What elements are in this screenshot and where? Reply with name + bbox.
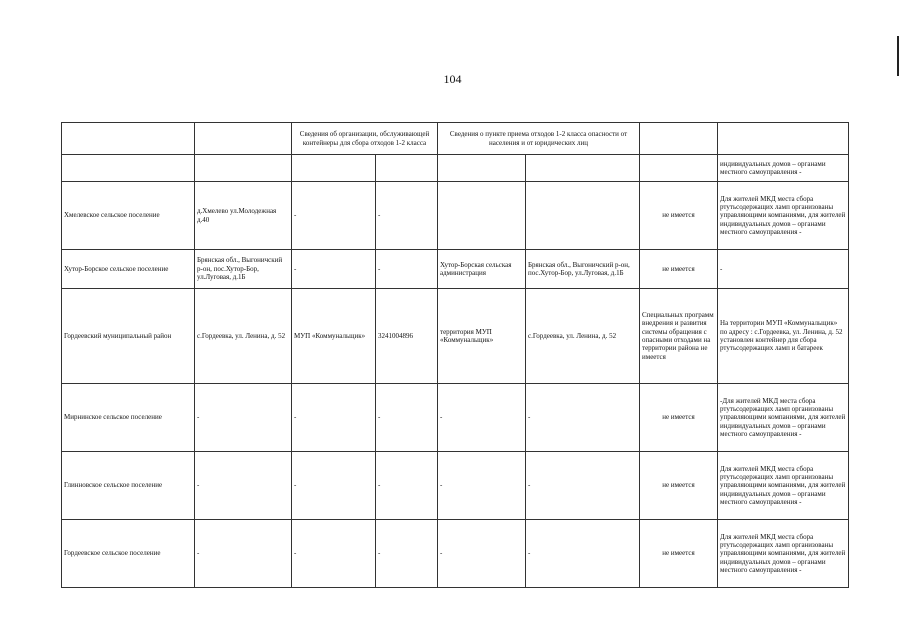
header-point-group: Сведения о пункте приема отходов 1-2 класса опасности от населения и от юридических лиц <box>438 123 640 155</box>
header-cell-address <box>195 123 292 155</box>
settlement-cell: Хмелевское сельское поселение <box>62 182 195 250</box>
scan-edge-mark <box>897 36 899 76</box>
address-cell: д.Хмелево ул.Молодежная д.40 <box>195 182 292 250</box>
notes-cell: На территории МУП «Коммунальщик» по адресу : с.Гордеевка, ул. Ленина, д. 52 установлен контейнер для сбора ртутьсодержащих ламп и батареек <box>718 289 849 384</box>
org-name-cell: МУП «Коммунальщик» <box>292 289 376 384</box>
programs-cell: не имеется <box>640 452 718 520</box>
header-cell-notes <box>718 123 849 155</box>
programs-cell: не имеется <box>640 182 718 250</box>
point-name-cell: территория МУП «Коммунальщик» <box>438 289 526 384</box>
point-name-cell: - <box>438 520 526 588</box>
inn-cell: - <box>376 384 438 452</box>
programs-cell: Специальных программ внедрения и развития системы обращения с опасными отходами на территории района не имеется <box>640 289 718 384</box>
notes-cell: Для жителей МКД места сбора ртутьсодержащих ламп организованы управляющими компаниями, для жителей индивидуальных домов – органами местного самоуправления - <box>718 520 849 588</box>
point-name-cell: Хутор-Борская сельская администрация <box>438 250 526 289</box>
page-number: 104 <box>443 72 462 86</box>
address-cell: Брянская обл., Выгоничский р-он, пос.Хутор-Бор, ул.Луговая, д.1Б <box>195 250 292 289</box>
address-cell: - <box>195 384 292 452</box>
notes-cell: Для жителей МКД места сбора ртутьсодержащих ламп организованы управляющими компаниями, для жителей индивидуальных домов – органами местного самоуправления - <box>718 182 849 250</box>
settlement-cell: Хутор-Борское сельское поселение <box>62 250 195 289</box>
notes-cell: -Для жителей МКД места сбора ртутьсодержащих ламп организованы управляющими компаниями, для жителей индивидуальных домов – органами местного самоуправления - <box>718 384 849 452</box>
address-cell: с.Гордеевка, ул. Ленина, д. 52 <box>195 289 292 384</box>
programs-cell: не имеется <box>640 384 718 452</box>
table-row <box>62 452 849 520</box>
org-name-cell <box>292 155 376 182</box>
inn-cell: - <box>376 520 438 588</box>
table-row <box>62 182 849 250</box>
inn-cell: - <box>376 250 438 289</box>
header-org-group: Сведения об организации, обслуживающей контейнеры для сбора отходов 1-2 класса <box>292 123 438 155</box>
org-name-cell: - <box>292 182 376 250</box>
table-row <box>62 289 849 384</box>
org-name-cell: - <box>292 520 376 588</box>
table-row <box>62 250 849 289</box>
point-name-cell <box>438 182 526 250</box>
org-name-cell: - <box>292 452 376 520</box>
org-name-cell: - <box>292 384 376 452</box>
waste-collection-table <box>61 122 849 588</box>
org-name-cell: - <box>292 250 376 289</box>
address-cell: - <box>195 452 292 520</box>
settlement-cell: Гордеевское сельское поселение <box>62 520 195 588</box>
address-cell <box>195 155 292 182</box>
inn-cell: - <box>376 182 438 250</box>
header-cell-programs <box>640 123 718 155</box>
settlement-cell: Мирнинское сельское поселение <box>62 384 195 452</box>
point-name-cell: - <box>438 384 526 452</box>
programs-cell: не имеется <box>640 250 718 289</box>
point-address-cell: - <box>526 452 640 520</box>
point-name-cell <box>438 155 526 182</box>
point-name-cell: - <box>438 452 526 520</box>
address-cell: - <box>195 520 292 588</box>
table-row <box>62 520 849 588</box>
inn-cell: 3241004896 <box>376 289 438 384</box>
settlement-cell: Глинновское сельское поселение <box>62 452 195 520</box>
programs-cell <box>640 155 718 182</box>
point-address-cell: Брянская обл., Выгоничский р-он, пос.Хутор-Бор, ул.Луговая, д.1Б <box>526 250 640 289</box>
inn-cell: - <box>376 452 438 520</box>
point-address-cell: - <box>526 384 640 452</box>
inn-cell <box>376 155 438 182</box>
programs-cell: не имеется <box>640 520 718 588</box>
settlement-cell: Гордеевский муниципальный район <box>62 289 195 384</box>
notes-cell: - <box>718 250 849 289</box>
point-address-cell <box>526 182 640 250</box>
point-address-cell: - <box>526 520 640 588</box>
header-row <box>62 123 849 155</box>
header-cell-settlement <box>62 123 195 155</box>
notes-cell: Для жителей МКД места сбора ртутьсодержащих ламп организованы управляющими компаниями, для жителей индивидуальных домов – органами местного самоуправления - <box>718 452 849 520</box>
settlement-cell <box>62 155 195 182</box>
table-row <box>62 384 849 452</box>
point-address-cell <box>526 155 640 182</box>
notes-cell: индивидуальных домов – органами местного самоуправления - <box>718 155 849 182</box>
table-row <box>62 155 849 182</box>
point-address-cell: с.Гордеевка, ул. Ленина, д. 52 <box>526 289 640 384</box>
